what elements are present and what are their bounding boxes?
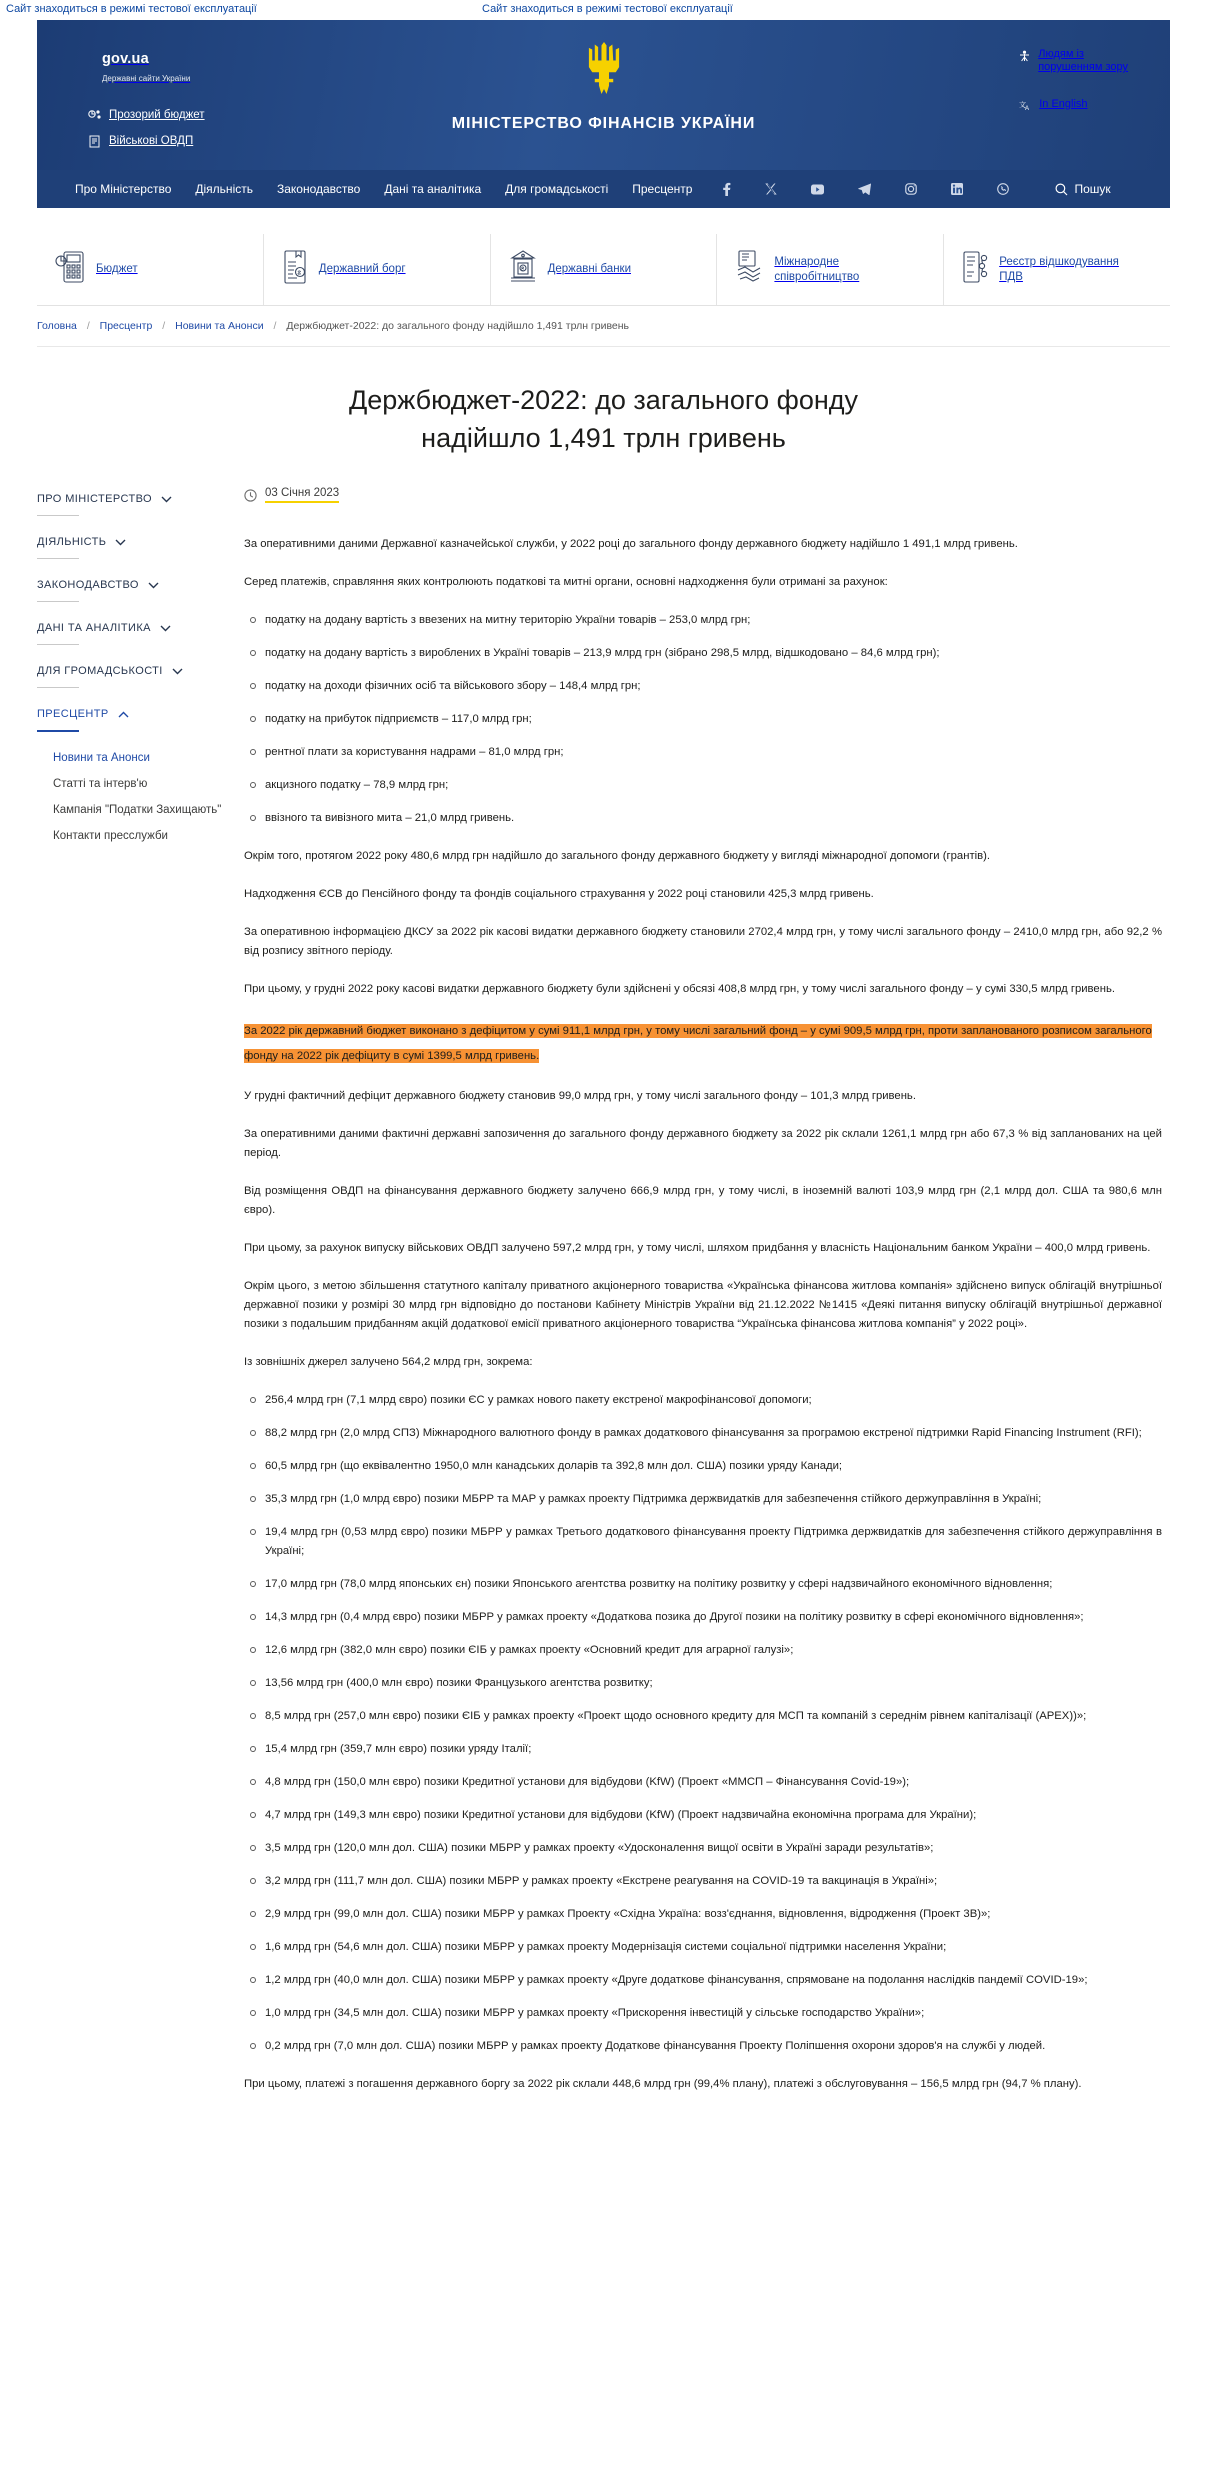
article-paragraph: За оперативною інформацією ДКСУ за 2022 рік касові видатки державного бюджету становили 2702,4 млрд грн, у тому числі загального фонду – 2410,0 млрд грн, або 92,2 % від розпису звітного періоду. — [244, 926, 1162, 957]
list-item: 60,5 млрд грн (що еквівалентно 1950,0 млн канадських доларів та 392,8 млн дол. США) позики уряду Канади; — [244, 1457, 1162, 1476]
article-paragraph: Окрім того, протягом 2022 року 480,6 млрд грн надійшло до загального фонду державного бюджету у вигляді міжнародної допомоги (грантів). — [244, 850, 991, 862]
sidebar-divider-active — [37, 730, 79, 732]
list-item: 0,2 млрд грн (7,0 млн дол. США) позики МБРР у рамках проекту Додаткове фінансування Проекту Поліпшення охорони здоров'я на службі у людей. — [244, 2037, 1162, 2056]
youtube-icon[interactable] — [811, 184, 824, 195]
sidebar-divider — [37, 644, 79, 645]
sidebar-item-label: ЗАКОНОДАВСТВО — [37, 579, 139, 591]
list-item: 4,7 млрд грн (149,3 млн євро) позики Кредитної установи для відбудови (KfW) (Проект надзвичайна економічна програма для України); — [244, 1806, 1162, 1825]
sidebar-submenu — [37, 752, 222, 842]
accessibility-link-line2: порушенням зору — [1038, 61, 1128, 73]
tile-label: Державний борг — [318, 263, 406, 275]
breadcrumb-item-current: Держбюджет-2022: до загального фонду надійшло 1,491 трлн гривень — [286, 320, 630, 332]
tile-label: Бюджет — [96, 263, 138, 275]
clock-icon — [244, 489, 257, 502]
header-link-label: Військові ОВДП — [109, 135, 194, 147]
list-item: 4,8 млрд грн (150,0 млн євро) позики Кредитної установи для відбудови (KfW) (Проект «ММСП – Фінансування Covid-19»); — [244, 1773, 1162, 1792]
sidebar-item-label: ДЛЯ ГРОМАДСЬКОСТІ — [37, 665, 163, 677]
breadcrumb-item-news[interactable]: Новини та Анонси — [175, 320, 264, 332]
viber-icon[interactable] — [997, 183, 1009, 195]
breadcrumb-item-presscenter[interactable]: Пресцентр — [99, 320, 153, 332]
article-paragraph: За оперативними даними Державної казначейської служби, у 2022 році до загального фонду державного бюджету надійшло 1 491,1 млрд гривень. — [244, 538, 1018, 550]
list-item: 1,0 млрд грн (34,5 млн дол. США) позики МБРР у рамках проекту «Прискорення інвестицій у сільське господарство України»; — [244, 2004, 1162, 2023]
list-item: податку на доходи фізичних осіб та військового збору – 148,4 млрд грн; — [244, 677, 1162, 696]
x-twitter-icon[interactable] — [765, 183, 777, 195]
tile-label-line2: ПДВ — [999, 270, 1023, 283]
search-button-label: Пошук — [1074, 182, 1111, 196]
test-mode-text-left: Сайт знаходиться в режимі тестової експлуатації — [6, 3, 257, 15]
article-paragraph: При цьому, за рахунок випуску військових ОВДП залучено 597,2 млрд грн, у тому числі, шляхом придбання у власність Національним банком України – 400,0 млрд гривень. — [244, 1242, 1151, 1254]
sidebar-subitem-news[interactable]: Новини та Анонси — [53, 751, 150, 764]
handshake-icon — [735, 250, 763, 289]
article-paragraph: При цьому, у грудні 2022 року касові видатки державного бюджету були здійснені у обсязі 408,8 млрд грн, у тому числі загального фонду – у сумі 330,5 млрд гривень. — [244, 983, 1115, 995]
tile-state-debt[interactable] — [264, 234, 491, 305]
test-mode-text-right: Сайт знаходиться в режимі тестової експлуатації — [482, 3, 733, 15]
svg-text:₴: ₴ — [520, 266, 524, 273]
breadcrumb-separator: / — [162, 320, 166, 332]
chevron-up-icon — [118, 711, 129, 718]
list-item: 12,6 млрд грн (382,0 млн євро) позики ЄІБ у рамках проекту «Основний кредит для аграрної галузі»; — [244, 1641, 1162, 1660]
language-link-english[interactable] — [1019, 98, 1128, 115]
header-link-label: Прозорий бюджет — [109, 109, 205, 121]
article-paragraph: Окрім цього, з метою збільшення статутного капіталу приватного акціонерного товариства «Українська фінансова житлова компанія» здійснено випуск облігацій внутрішньої державної позики у розмірі 30 млрд грн відповідно до постанови Кабінету Міністрів України від 21.12.2022 №1415 «Деякі питання випуску облігацій внутрішньої державної позики з подальшим придбанням акцій додаткової емісії приватного акціонерного товариства “Українська фінансова житлова компанія” у 2022 році». — [244, 1280, 1162, 1330]
sidebar-subitem-articles[interactable]: Статті та інтерв'ю — [53, 777, 148, 790]
sidebar-subitem-press-contacts[interactable]: Контакти пресслужби — [53, 829, 168, 842]
sidebar-divider — [37, 558, 79, 559]
sidebar-subitem-campaign[interactable]: Кампанія "Податки Захищають" — [53, 803, 222, 816]
sidebar-item-about[interactable] — [37, 493, 222, 536]
breadcrumb-separator: / — [86, 320, 90, 332]
sidebar-item-for-public[interactable] — [37, 665, 222, 708]
nav-item-activity[interactable]: Діяльність — [195, 182, 253, 196]
page-body — [37, 487, 1170, 2113]
sidebar-item-label: ПРЕСЦЕНТР — [37, 708, 109, 720]
tile-state-banks[interactable] — [491, 234, 718, 305]
tile-vat-refund-registry[interactable] — [944, 234, 1170, 305]
header-utility-links — [1019, 48, 1128, 139]
tile-label — [999, 255, 1119, 285]
list-item: податку на додану вартість з ввезених на митну територію України товарів – 253,0 млрд грн; — [244, 611, 1162, 630]
list-item: 35,3 млрд грн (1,0 млрд євро) позики МБРР та МАР у рамках проекту Підтримка держвидатків для забезпечення стійкого держуправління в Україні; — [244, 1490, 1162, 1509]
tile-label-line2: співробітництво — [774, 270, 860, 283]
highlighted-paragraph-text: За 2022 рік державний бюджет виконано з дефіцитом у сумі 911,1 млрд грн, у тому числі загальний фонд – у сумі 909,5 млрд грн, проти запланованого розписом загального фонду на 2022 рік дефіциту в сумі 1399,5 млрд гривень. — [244, 1025, 1152, 1062]
highlighted-paragraph — [244, 1018, 1162, 1068]
list-item: 1,6 млрд грн (54,6 млн дол. США) позики МБРР у рамках проекту Модернізація системи соціальної підтримки населення України; — [244, 1938, 1162, 1957]
bank-building-icon — [509, 250, 537, 289]
svg-text:文: 文 — [1019, 102, 1027, 109]
publish-date-text: 03 Січня 2023 — [265, 487, 339, 503]
ministry-title: МІНІСТЕРСТВО ФІНАНСІВ УКРАЇНИ — [451, 115, 756, 132]
sidebar-divider — [37, 687, 79, 688]
accessibility-link-line1: Людям із — [1038, 48, 1084, 60]
main-navigation — [37, 170, 1170, 208]
nav-item-about[interactable]: Про Міністерство — [75, 182, 172, 196]
svg-text:A: A — [1025, 106, 1030, 111]
tile-label: Державні банки — [547, 263, 631, 275]
site-header — [37, 20, 1170, 170]
list-item: податку на додану вартість з вироблених в Україні товарів – 213,9 млрд грн (зібрано 298,5 млрд, відшкодовано – 84,6 млрд грн); — [244, 644, 1162, 663]
list-item: ввізного та вивізного мита – 21,0 млрд гривень. — [244, 809, 1162, 828]
instagram-icon[interactable] — [905, 183, 917, 195]
nav-item-for-public[interactable]: Для громадськості — [505, 182, 609, 196]
accessibility-eye-icon — [1019, 50, 1030, 66]
debt-document-icon — [282, 250, 308, 289]
chevron-down-icon — [148, 582, 159, 589]
sidebar-item-label: ДІЯЛЬНІСТЬ — [37, 536, 107, 548]
bond-icon — [87, 134, 102, 148]
translate-icon — [1019, 100, 1031, 115]
external-borrowing-list — [244, 1391, 1162, 2056]
tile-budget[interactable] — [37, 234, 264, 305]
gov-ua-logo-title: gov.ua — [102, 51, 149, 67]
svg-text:₴: ₴ — [297, 270, 301, 277]
sidebar-item-label: ДАНІ ТА АНАЛІТИКА — [37, 622, 151, 634]
list-item: 2,9 млрд грн (99,0 млн дол. США) позики МБРР у рамках Проекту «Східна Україна: возз'єднання, відновлення, відродження (Проект 3В)»; — [244, 1905, 1162, 1924]
list-item: 3,2 млрд грн (111,7 млн дол. США) позики МБРР у рамках проекту «Екстрене реагування на COVID-19 та вакцинація в Україні»; — [244, 1872, 1162, 1891]
sidebar-navigation — [37, 487, 222, 2113]
list-item: 88,2 млрд грн (2,0 млрд СПЗ) Міжнародного валютного фонду в рамках додаткового фінансування за програмою екстреної підтримки Rapid Financing Instrument (RFI); — [244, 1424, 1162, 1443]
budget-calculator-icon — [55, 250, 85, 289]
chevron-down-icon — [160, 625, 171, 632]
sidebar-divider — [37, 515, 79, 516]
breadcrumb-item-home[interactable]: Головна — [37, 320, 77, 332]
article-paragraph: У грудні фактичний дефіцит державного бюджету становив 99,0 млрд грн, у тому числі загального фонду – 101,3 млрд гривень. — [244, 1090, 916, 1102]
vat-registry-icon — [962, 250, 988, 289]
social-links — [722, 182, 1033, 196]
list-item: 17,0 млрд грн (78,0 млрд японських єн) позики Японського агентства розвитку на політику розвитку у сфері надзвичайного економічного відновлення; — [244, 1575, 1162, 1594]
publish-date — [244, 487, 1162, 503]
page-title: Держбюджет-2022: до загального фонду надійшло 1,491 трлн гривень — [348, 385, 859, 453]
list-item: 15,4 млрд грн (359,7 млн євро) позики уряду Італії; — [244, 1740, 1162, 1759]
search-button[interactable] — [1055, 182, 1110, 196]
sidebar-item-data-analytics[interactable] — [37, 622, 222, 665]
nav-item-data-analytics[interactable]: Дані та аналітика — [384, 182, 482, 196]
list-item: 1,2 млрд грн (40,0 млн дол. США) позики МБРР у рамках проекту «Друге додаткове фінансування, спрямоване на подолання наслідків пандемії COVID-19»; — [244, 1971, 1162, 1990]
list-item: 8,5 млрд грн (257,0 млн євро) позики ЄІБ у рамках проекту «Проект щодо основного кредиту для МСП та компаній з середнім рівнем капіталізації (APEX))»; — [244, 1707, 1162, 1726]
sidebar-item-label: ПРО МІНІСТЕРСТВО — [37, 493, 152, 505]
list-item: 256,4 млрд грн (7,1 млрд євро) позики ЄС у рамках нового пакету екстреної макрофінансової допомоги; — [244, 1391, 1162, 1410]
breadcrumb-separator: / — [273, 320, 277, 332]
list-item: 3,5 млрд грн (120,0 млн дол. США) позики МБРР у рамках проекту «Удосконалення вищої освіти в Україні заради результатів»; — [244, 1839, 1162, 1858]
sidebar-item-presscenter[interactable] — [37, 708, 222, 752]
list-item: податку на прибуток підприємств – 117,0 млрд грн; — [244, 710, 1162, 729]
list-item: 13,56 млрд грн (400,0 млн євро) позики Французького агентства розвитку; — [244, 1674, 1162, 1693]
chevron-down-icon — [172, 668, 183, 675]
list-item: рентної плати за користування надрами – 81,0 млрд грн; — [244, 743, 1162, 762]
list-item: акцизного податку – 78,9 млрд грн; — [244, 776, 1162, 795]
article-content — [222, 487, 1170, 2113]
list-item: 14,3 млрд грн (0,4 млрд євро) позики МБРР у рамках проекту «Додаткова позика до Другої позики на політику розвитку в сфері економічного відновлення»; — [244, 1608, 1162, 1627]
article-paragraph: Серед платежів, справляння яких контролюють податкові та митні органи, основні надходження були отримані за рахунок: — [244, 576, 888, 588]
search-icon — [1055, 183, 1068, 196]
sidebar-item-activity[interactable] — [37, 536, 222, 579]
tile-international-cooperation[interactable] — [717, 234, 944, 305]
article-paragraph: Від розміщення ОВДП на фінансування державного бюджету залучено 666,9 млрд грн, у тому числі, в іноземній валюті 103,9 млрд грн (2,1 млрд дол. США та 980,6 млн євро). — [244, 1185, 1162, 1216]
quick-access-tiles — [37, 234, 1170, 306]
nav-item-legislation[interactable]: Законодавство — [276, 182, 361, 196]
nav-item-presscenter[interactable]: Пресцентр — [632, 182, 693, 196]
facebook-icon[interactable] — [722, 182, 731, 196]
sidebar-divider — [37, 601, 79, 602]
language-link-label: In English — [1039, 98, 1088, 110]
list-item: 19,4 млрд грн (0,53 млрд євро) позики МБРР у рамках Третього додаткового фінансування проекту Підтримка держвидатків для забезпечення стійкого держуправління в Україні; — [244, 1523, 1162, 1561]
article-paragraph: При цьому, платежі з погашення державного боргу за 2022 рік склали 448,6 млрд грн (99,4% плану), платежі з обслуговування – 156,5 млрд грн (94,7 % плану). — [244, 2078, 1082, 2090]
test-mode-banner — [0, 0, 1207, 20]
breadcrumb — [37, 320, 1170, 347]
tile-label-line1: Реєстр відшкодування — [999, 255, 1119, 268]
tile-label-line1: Міжнародне — [774, 255, 839, 268]
header-link-military-bonds[interactable] — [87, 134, 205, 148]
article-paragraph: За оперативними даними фактичні державні запозичення до загального фонду державного бюджету за 2022 рік склали 1261,1 млрд грн або 67,3 % від запланованих на цей період. — [244, 1128, 1162, 1159]
chevron-down-icon — [115, 539, 126, 546]
article-paragraph: Із зовнішніх джерел залучено 564,2 млрд грн, зокрема: — [244, 1356, 533, 1368]
sidebar-item-legislation[interactable] — [37, 579, 222, 622]
tax-revenue-list — [244, 611, 1162, 828]
tile-label — [774, 255, 859, 285]
chevron-down-icon — [161, 496, 172, 503]
ukraine-coat-of-arms-icon — [37, 42, 1170, 99]
article-paragraph: Надходження ЄСВ до Пенсійного фонду та фондів соціального страхування у 2022 році становили 425,3 млрд гривень. — [244, 888, 874, 900]
linkedin-icon[interactable] — [951, 183, 963, 195]
gov-ua-logo-subtitle: Державні сайти України — [102, 74, 191, 83]
telegram-icon[interactable] — [858, 183, 871, 195]
accessibility-link[interactable] — [1019, 48, 1128, 74]
